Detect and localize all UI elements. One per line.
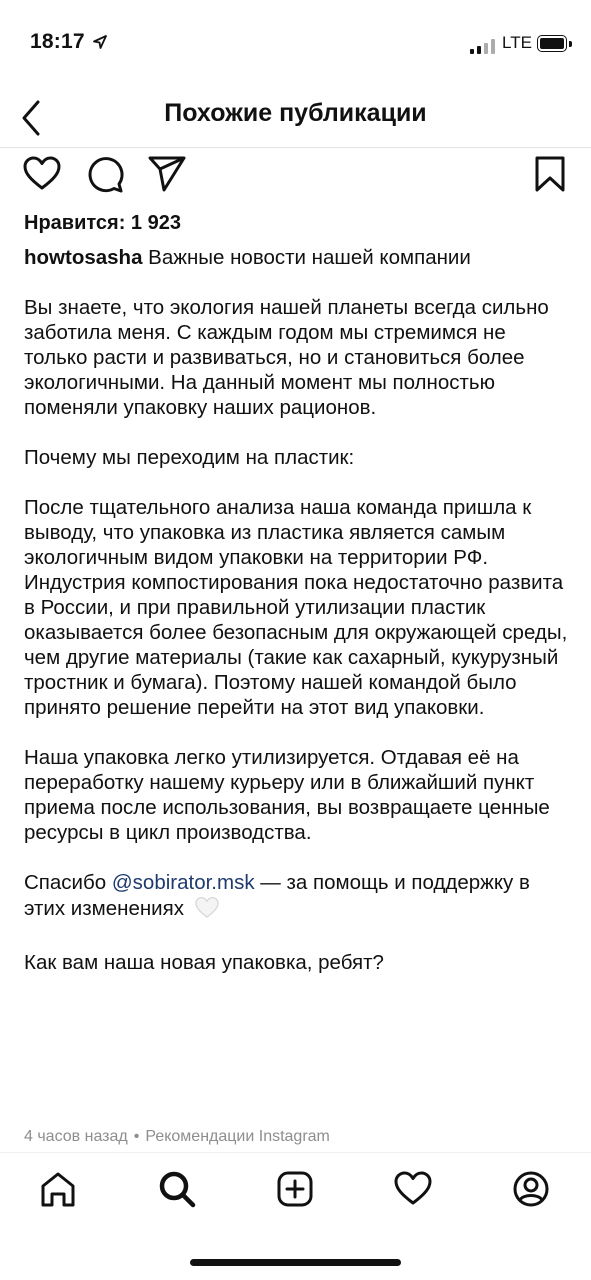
post-time: 4 часов назад [24,1128,128,1145]
comment-icon [85,154,125,194]
location-arrow-icon [92,34,108,55]
new-post-icon [275,1169,315,1209]
post-actions [0,150,591,200]
heart-icon [22,154,62,194]
caption-title-line [24,245,572,270]
tab-activity[interactable] [393,1169,433,1209]
caption-paragraph: Почему мы переходим на пластик: [24,446,355,469]
likes-count[interactable]: Нравится: 1 923 [24,212,181,234]
status-bar [0,0,591,90]
like-button[interactable] [22,154,62,194]
nav-header [0,88,591,148]
signal-icon [470,38,496,54]
caption-paragraph: Как вам наша новая упаковка, ребят? [24,951,384,974]
post-meta [24,1128,330,1146]
activity-heart-icon [393,1169,433,1209]
caption-title: Важные новости нашей компании [148,246,471,269]
tab-new-post[interactable] [275,1169,315,1209]
caption-thanks [24,870,572,925]
post-caption [24,245,572,975]
home-indicator[interactable] [190,1259,401,1266]
caption-paragraph: Вы знаете, что экология нашей планеты всегда сильно заботила меня. С каждым годом мы стремимся не только расти и развиваться, но и становиться более экологичными. На данный момент мы полностью поменяли упаковку наших рационов. [24,296,549,419]
thanks-prefix: Спасибо [24,871,107,894]
network-type: LTE [502,33,532,52]
status-time: 18:17 [30,30,85,53]
tab-search[interactable] [157,1169,197,1209]
recommendation-link[interactable]: Рекомендации Instagram [145,1128,330,1145]
search-icon [157,1169,197,1209]
profile-icon [511,1169,551,1209]
home-icon [38,1169,78,1209]
battery-icon [537,35,567,52]
tab-home[interactable] [38,1169,78,1209]
mention-link[interactable]: @sobirator.msk [111,871,255,894]
bookmark-icon [530,154,570,194]
caption-paragraph: Наша упаковка легко утилизируется. Отдавая её на переработку нашему курьеру или в ближайший пункт приема после использования, вы возвращаете ценные ресурсы в цикл производства. [24,746,550,844]
bottom-tab-bar [0,1152,591,1232]
share-icon [147,154,187,194]
meta-separator: • [133,1128,140,1145]
tab-profile[interactable] [511,1169,551,1209]
comment-button[interactable] [85,154,125,194]
battery-tip [569,41,572,47]
save-button[interactable] [530,154,570,194]
share-button[interactable] [147,154,187,194]
page-title: Похожие публикации [164,99,427,127]
author-username[interactable]: howtosasha [24,246,143,269]
thanks-suffix: — за помощь и поддержку в этих изменениях [24,871,530,920]
caption-paragraph: После тщательного анализа наша команда пришла к выводу, что упаковка из пластика является самым экологичным видом упаковки на территории РФ. Индустрия компостирования пока недостаточно развита в России, и при правильной утилизации пластик оказывается более безопасным для окружающей среды, чем другие материалы (такие как сахарный, кукурузный тростник и бумага). Поэтому нашей командой было принято решение перейти на этот вид упаковки. [24,496,568,719]
white-heart-emoji-icon [194,895,220,925]
